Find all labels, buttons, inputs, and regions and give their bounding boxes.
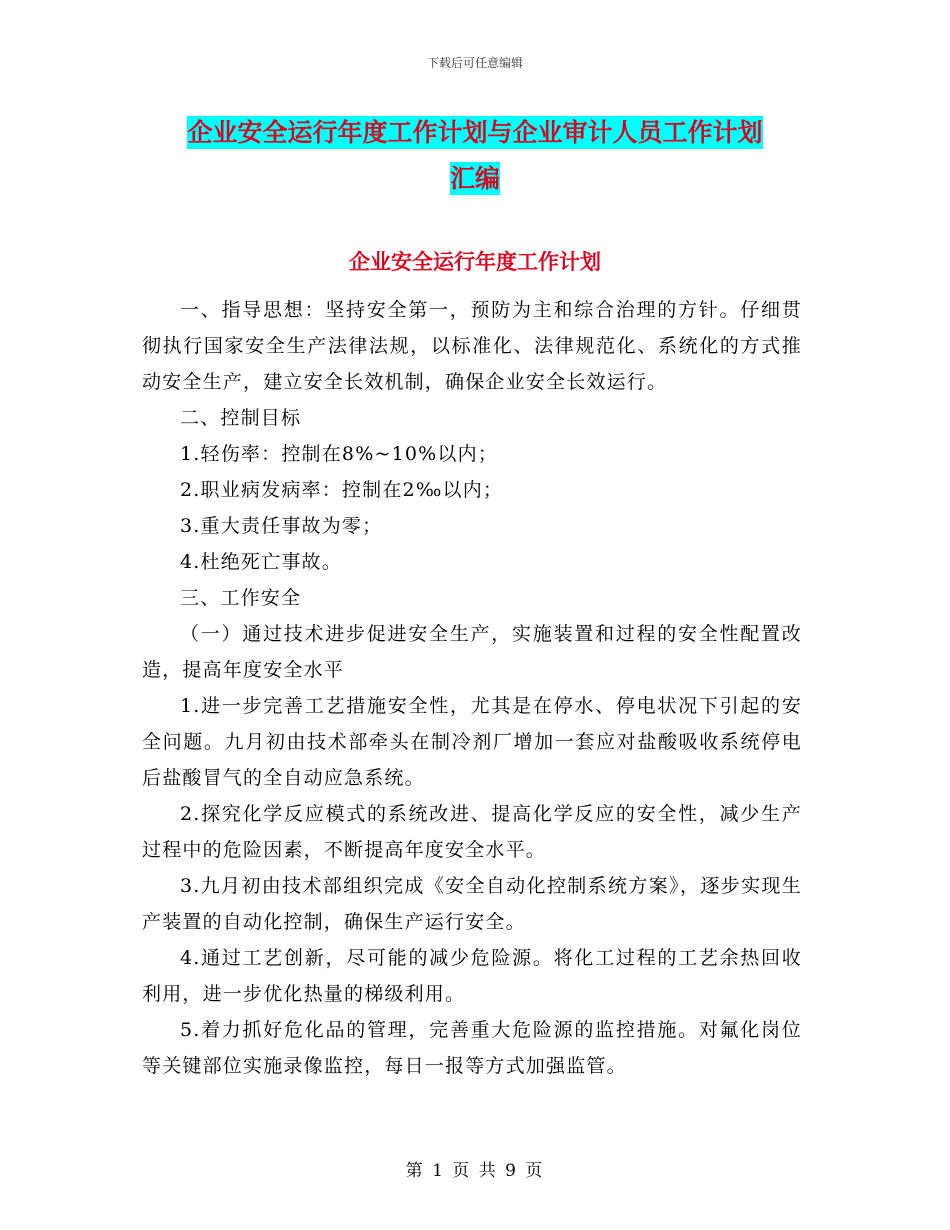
page-footer: 第 1 页 共 9 页 bbox=[405, 1161, 545, 1181]
document-title-line-1: 企业安全运行年度工作计划与企业审计人员工作计划 bbox=[187, 118, 763, 147]
paragraph: 一、指导思想：坚持安全第一，预防为主和综合治理的方针。仔细贯彻执行国家安全生产法律法规，以标准化、法律规范化、系统化的方式推动安全生产，建立安全长效机制，确保企业安全长效运行。 bbox=[142, 299, 802, 393]
section-title: 企业安全运行年度工作计划 bbox=[349, 249, 601, 274]
document-title-line-2: 汇编 bbox=[449, 164, 500, 193]
document-title bbox=[140, 110, 810, 202]
paragraph: 三、工作安全 bbox=[180, 587, 302, 609]
paragraph: （一）通过技术进步促进安全生产，实施装置和过程的安全性配置改造，提高年度安全水平 bbox=[142, 623, 802, 681]
paragraph: 5.着力抓好危化品的管理，完善重大危险源的监控措施。对氟化岗位等关键部位实施录像监控，每日一报等方式加强监管。 bbox=[142, 1019, 802, 1077]
paragraph: 二、控制目标 bbox=[180, 407, 302, 429]
paragraph: 3.重大责任事故为零； bbox=[180, 515, 383, 537]
body-text bbox=[142, 292, 802, 1084]
paragraph: 1.轻伤率：控制在8%~10%以内； bbox=[180, 443, 499, 465]
paragraph: 4.通过工艺创新，尽可能的减少危险源。将化工过程的工艺余热回收利用，进一步优化热量的梯级利用。 bbox=[142, 947, 802, 1005]
paragraph: 2.探究化学反应模式的系统改进、提高化学反应的安全性，减少生产过程中的危险因素，不断提高年度安全水平。 bbox=[142, 803, 802, 861]
paragraph: 2.职业病发病率：控制在2‰以内； bbox=[180, 479, 504, 501]
paragraph: 1.进一步完善工艺措施安全性，尤其是在停水、停电状况下引起的安全问题。九月初由技术部牵头在制冷剂厂增加一套应对盐酸吸收系统停电后盐酸冒气的全自动应急系统。 bbox=[142, 695, 802, 789]
paragraph: 3.九月初由技术部组织完成《安全自动化控制系统方案》，逐步实现生产装置的自动化控制，确保生产运行安全。 bbox=[142, 875, 802, 933]
paragraph: 4.杜绝死亡事故。 bbox=[180, 551, 342, 573]
header-note: 下载后可任意编辑 bbox=[426, 56, 523, 70]
